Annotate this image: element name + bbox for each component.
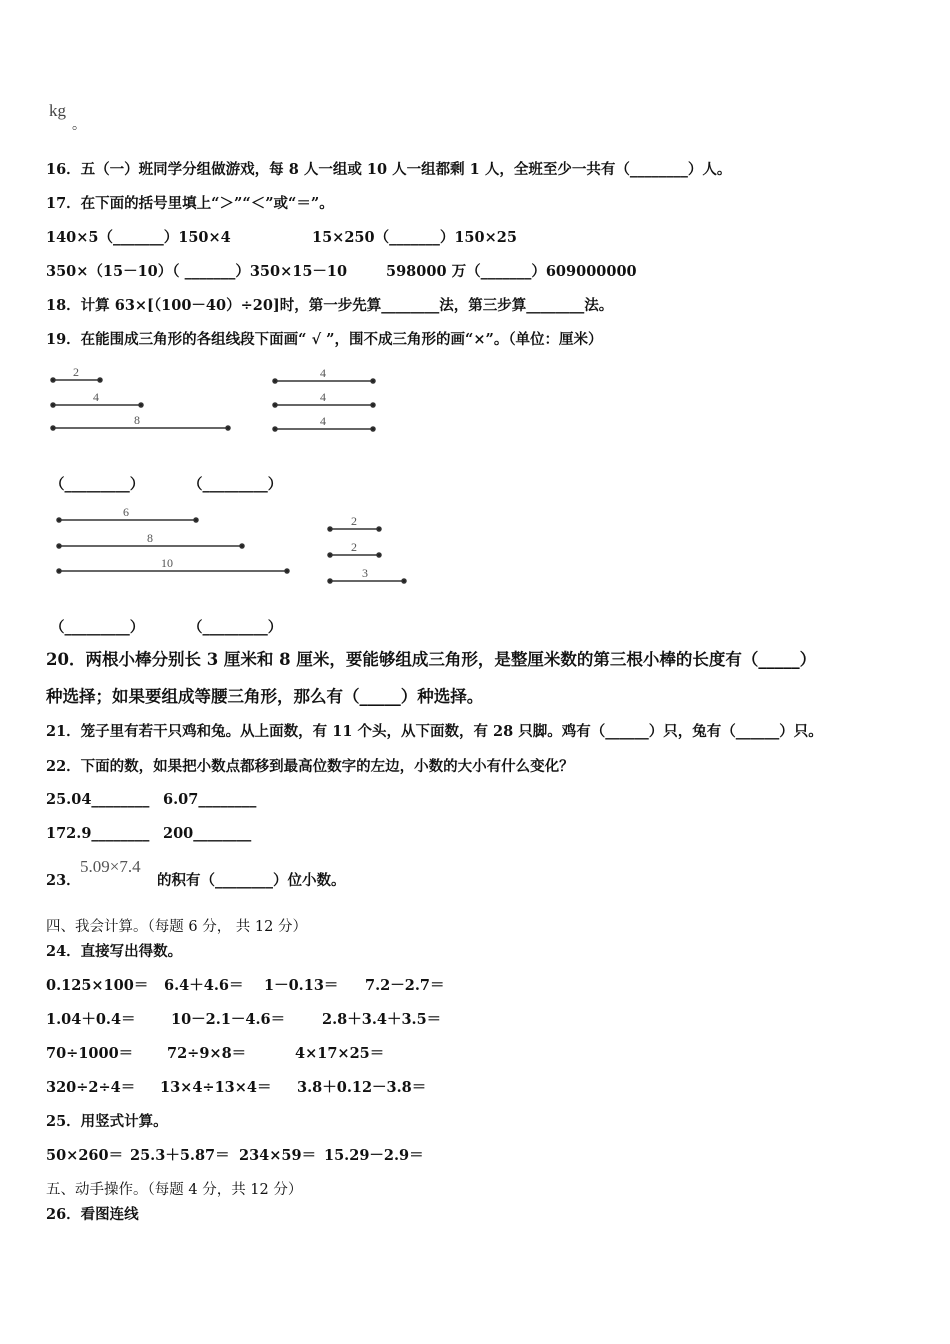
unit-kg: kg (49, 101, 66, 120)
segment-group-a (51, 378, 230, 430)
calc-row-4 (46, 1078, 426, 1098)
compare-2: 15×250（_______）150×25 (312, 229, 517, 246)
answer-blank-d[interactable]: （_________） (188, 619, 283, 636)
calc-item: 0.125×100＝ (46, 977, 149, 994)
decimal-2: 6.07________ (163, 791, 257, 808)
label-d1: 2 (351, 514, 357, 528)
calc-item: 1－0.13＝ (264, 977, 339, 994)
vertical-calc-item: 25.3＋5.87＝ (130, 1147, 230, 1164)
label-d3: 3 (362, 566, 368, 580)
calc-item: 70÷1000＝ (46, 1045, 134, 1062)
label-c2: 8 (147, 531, 153, 545)
label-a2: 4 (93, 390, 99, 404)
calc-item: 72÷9×8＝ (167, 1045, 247, 1062)
calc-item: 13×4÷13×4＝ (160, 1079, 272, 1096)
calc-item: 6.4＋4.6＝ (164, 977, 244, 994)
question-21: 21．笼子里有若干只鸡和兔。从上面数，有 11 个头，从下面数，有 28 只脚。鸡有（______）只，兔有（______）只。 (46, 723, 823, 740)
question-17-title: 17．在下面的括号里填上“＞”“＜”或“＝”。 (46, 195, 334, 212)
period: 。 (72, 117, 86, 133)
calc-item: 320÷2÷4＝ (46, 1079, 136, 1096)
calc-row-1 (46, 976, 444, 996)
answer-blank-a[interactable]: （_________） (50, 476, 145, 493)
label-a1: 2 (73, 365, 79, 379)
compare-1: 140×5（_______）150×4 (46, 229, 231, 246)
decimal-4: 200________ (163, 825, 252, 842)
multiplication-expression: 5.09×7.4 (80, 857, 141, 876)
vertical-calc-row (46, 1146, 424, 1166)
label-c1: 6 (123, 505, 129, 519)
calc-row-2 (46, 1010, 441, 1030)
question-20-line1: 20．两根小棒分别长 3 厘米和 8 厘米，要能够组成三角形，是整厘米数的第三根小棒的长度有（_____） (46, 650, 817, 669)
calc-item: 7.2－2.7＝ (365, 977, 445, 994)
calc-item: 4×17×25＝ (295, 1045, 385, 1062)
question-20-line2: 种选择；如果要组成等腰三角形，那么有（_____）种选择。 (46, 687, 484, 706)
vertical-calc-item: 15.29－2.9＝ (324, 1147, 424, 1164)
label-b1: 4 (320, 366, 326, 380)
calc-item: 3.8＋0.12－3.8＝ (297, 1079, 427, 1096)
question-16: 16．五（一）班同学分组做游戏，每 8 人一组或 10 人一组都剩 1 人，全班至少一共有（________）人。 (46, 161, 732, 178)
calc-item: 10－2.1－4.6＝ (171, 1011, 286, 1028)
compare-4: 598000 万（_______）609000000 (386, 263, 637, 280)
question-23-number: 23． (46, 872, 81, 889)
vertical-calc-item: 50×260＝ (46, 1147, 124, 1164)
compare-3: 350×（15－10）（ _______）350×15－10 (46, 263, 348, 280)
label-a3: 8 (134, 413, 140, 427)
answer-blank-b[interactable]: （_________） (188, 476, 283, 493)
answer-blank-c[interactable]: （_________） (50, 619, 145, 636)
decimal-1: 25.04________ (46, 791, 150, 808)
label-c3: 10 (161, 556, 173, 570)
question-25-title: 25．用竖式计算。 (46, 1113, 168, 1130)
question-18: 18．计算 63×[（100－40）÷20]时，第一步先算________法，第三步算________法。 (46, 297, 614, 314)
label-b3: 4 (320, 414, 326, 428)
label-d2: 2 (351, 540, 357, 554)
question-22-title: 22．下面的数，如果把小数点都移到最高位数字的左边，小数的大小有什么变化？ (46, 758, 574, 775)
calc-item: 2.8＋3.4＋3.5＝ (322, 1011, 442, 1028)
question-26: 26．看图连线 (46, 1206, 139, 1223)
segment-figures (0, 0, 950, 620)
calc-item: 1.04＋0.4＝ (46, 1011, 136, 1028)
question-24-title: 24．直接写出得数。 (46, 943, 183, 960)
section-4-heading: 四、我会计算。（每题 6 分， 共 12 分） (46, 919, 307, 935)
calc-row-3 (46, 1044, 384, 1064)
label-b2: 4 (320, 390, 326, 404)
section-5-heading: 五、动手操作。（每题 4 分，共 12 分） (46, 1182, 303, 1198)
vertical-calc-item: 234×59＝ (239, 1147, 317, 1164)
decimal-3: 172.9________ (46, 825, 150, 842)
question-22-row1 (46, 790, 256, 810)
question-23-text: 的积有（________）位小数。 (157, 872, 346, 889)
segment-group-c (57, 518, 289, 573)
question-19-title: 19．在能围成三角形的各组线段下面画“ √ ”，围不成三角形的画“×”。（单位：厘米） (46, 331, 603, 348)
question-22-row2 (46, 824, 251, 844)
